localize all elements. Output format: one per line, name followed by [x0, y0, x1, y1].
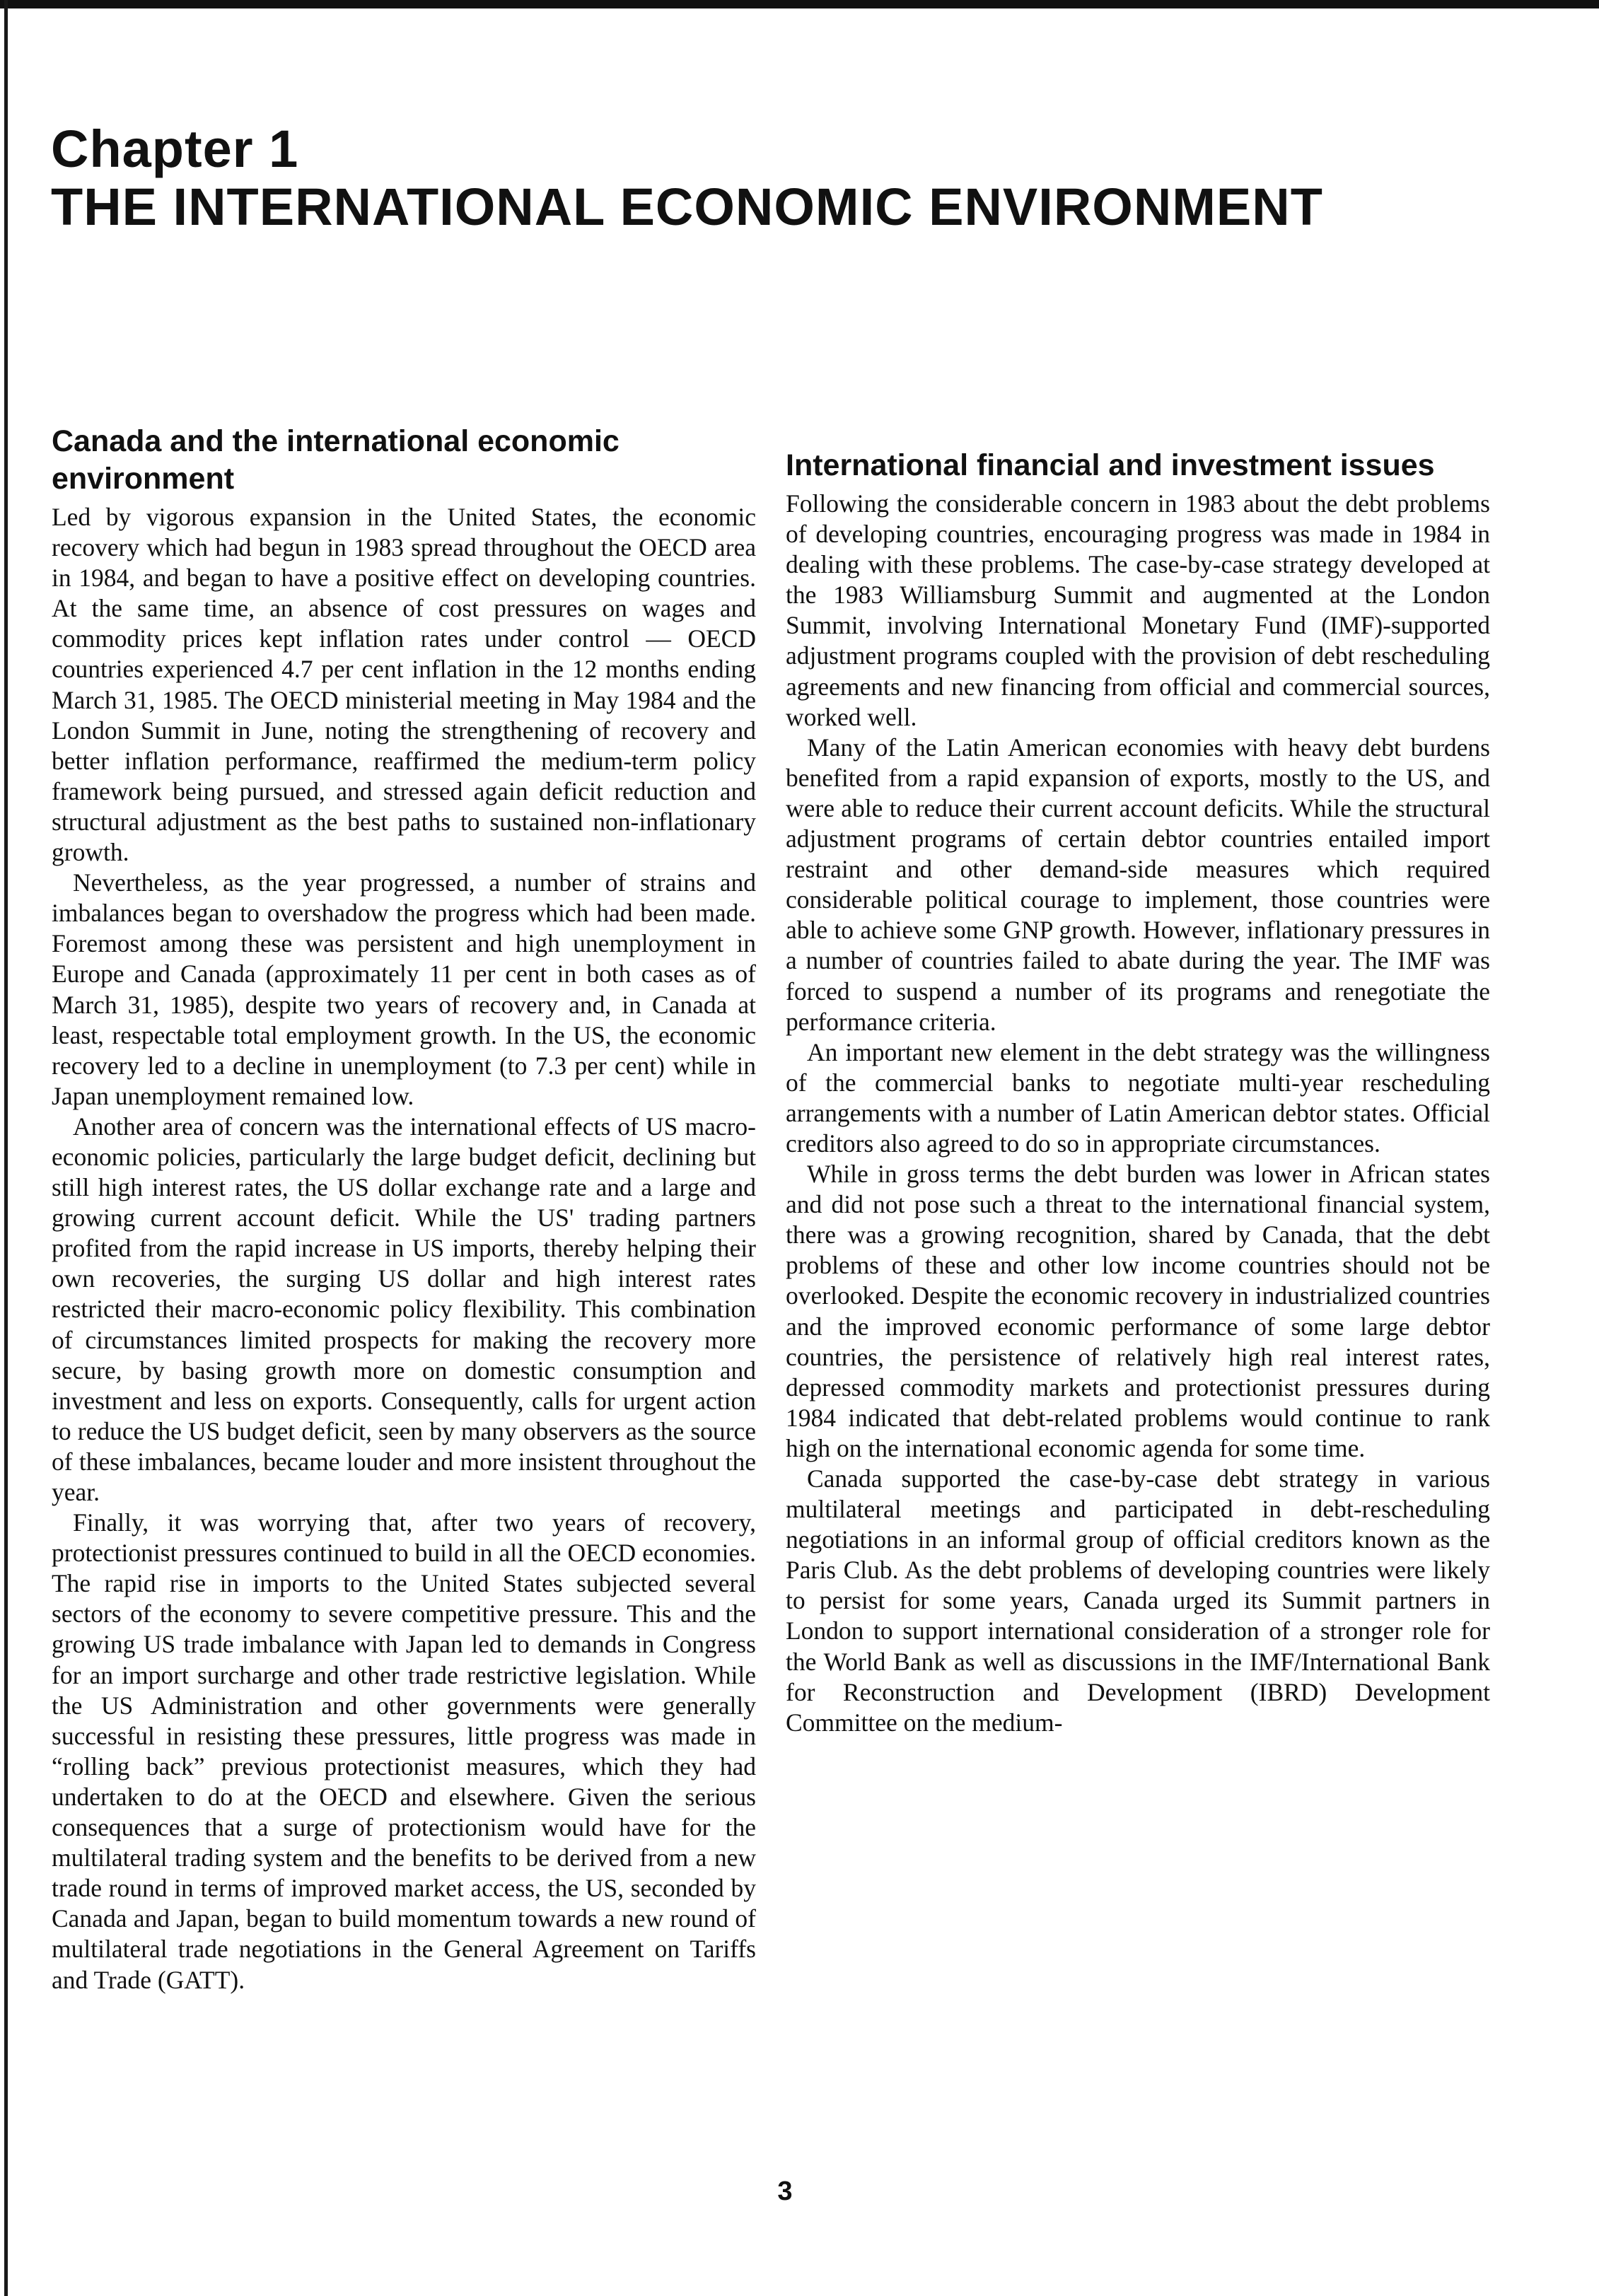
section-heading-financial: International financial and investment issues	[786, 448, 1435, 482]
chapter-title: THE INTERNATIONAL ECONOMIC ENVIRONMENT	[51, 177, 1323, 236]
body-paragraph: Following the considerable concern in 1983 about the debt problems of developing countries, encouraging progress was made in 1984 in dealing with these problems. The case-by-case strategy developed at the 1983 Williamsburg Summit and augmented at the London Summit, involving International Monetary Fund (IMF)-supported adjustment programs coupled with the provision of debt rescheduling agreements and new financing from official and commercial sources, worked well.	[786, 489, 1490, 731]
body-paragraph: An important new element in the debt strategy was the willingness of the commercial banks to negotiate multi-year rescheduling arrangements with a number of Latin American debtor states. Official creditors also agreed to do so in appropriate circumstances.	[786, 1037, 1490, 1158]
body-paragraph-continued: Finally, it was worrying that, after two years of recovery, protectionist pressures continued to build in all the OECD economies. The rapid rise in imports to the United States subjected several sectors of the economy to severe competitive pressure. This and the growing US trade imbalance with Japan led to demands in Congress for an import surcharge and other trade restrictive legislation. While the US Administration and other governments were generally successful in resisting these pressures, little progress was made in “rolling back” previous protectionist measures, which they had undertaken to do at the OECD and elsewhere. Given the serious consequences that a surge of protectionism would have for the multilateral trading system and the benefits to be derived from a new trade round in terms of improved market access, the US, seconded by Canada and Japan, began to build momentum towards a new round of multilateral trade negotiations in the General Agreement on Tariffs and Trade (GATT).	[52, 1508, 756, 1994]
page-number: 3	[777, 2176, 793, 2206]
body-paragraph: Canada supported the case-by-case debt strategy in various multilateral meetings and participated in debt-rescheduling negotiations in an informal group of official creditors known as the Paris Club. As the debt problems of developing countries were likely to persist for some years, Canada urged its Summit partners in London to support international consideration of a stronger role for the World Bank as well as discussions in the IMF/International Bank for Reconstruction and Development (IBRD) Development Committee on the medium-	[786, 1464, 1490, 1737]
left-border-rule	[4, 0, 8, 2296]
top-border-rule	[0, 0, 1599, 8]
body-paragraph: Led by vigorous expansion in the United States, the economic recovery which had begun in 1983 spread throughout the OECD area in 1984, and began to have a positive effect on developing countries. At the same time, an absence of cost pressures on wages and commodity prices kept inflation rates under control — OECD countries experienced 4.7 per cent inflation in the 12 months ending March 31, 1985. The OECD ministerial meeting in May 1984 and the London Summit in June, noting the strengthening of recovery and better inflation performance, reaffirmed the medium-term policy framework being pursued, and stressed again deficit reduction and structural adjustment as the best paths to sustained non-inflationary growth.	[52, 503, 756, 867]
section-heading-canada: Canada and the international economic environment	[52, 424, 620, 496]
right-column	[786, 423, 1490, 1738]
body-paragraph: Nevertheless, as the year progressed, a number of strains and imbalances began to overshadow the progress which had been made. Foremost among these was persistent and high unemployment in Europe and Canada (approximately 11 per cent in both cases as of March 31, 1985), despite two years of recovery and, in Canada at least, respectable total employment growth. In the US, the economic recovery led to a decline in unemployment (to 7.3 per cent) while in Japan unemployment remained low.	[52, 868, 756, 1110]
chapter-heading	[51, 120, 1323, 236]
body-paragraph: While in gross terms the debt burden was lower in African states and did not pose such a threat to the international financial system, there was a growing recognition, shared by Canada, that the debt problems of these and other low income countries should not be overlooked. Despite the economic recovery in industrialized countries and the improved economic performance of some large debtor countries, the persistence of relatively high real interest rates, depressed commodity markets and protectionist pressures during 1984 indicated that debt-related problems would continue to rank high on the international economic agenda for some time.	[786, 1160, 1490, 1462]
left-column	[52, 423, 756, 1995]
body-paragraph: Many of the Latin American economies with heavy debt burdens benefited from a rapid expansion of exports, mostly to the US, and were able to reduce their current account deficits. While the structural adjustment programs of certain debtor countries entailed import restraint and other demand-side measures which required considerable political courage to implement, those countries were able to achieve some GNP growth. However, inflationary pressures in a number of countries failed to abate during the year. The IMF was forced to suspend a number of its programs and renegotiate the performance criteria.	[786, 733, 1490, 1036]
body-paragraph: Another area of concern was the international effects of US macro-economic policies, particularly the large budget deficit, declining but still high interest rates, the US dollar exchange rate and a large and growing current account deficit. While the US' trading partners profited from the rapid increase in US imports, thereby helping their own recoveries, the surging US dollar and high interest rates restricted their macro-economic policy flexibility. This combination of circumstances limited prospects for making the recovery more secure, by basing growth more on domestic consumption and investment and less on exports. Consequently, calls for urgent action to reduce the US budget deficit, seen by many observers as the source of these imbalances, became louder and more insistent throughout the year.	[52, 1112, 756, 1506]
chapter-number: Chapter 1	[51, 120, 299, 178]
